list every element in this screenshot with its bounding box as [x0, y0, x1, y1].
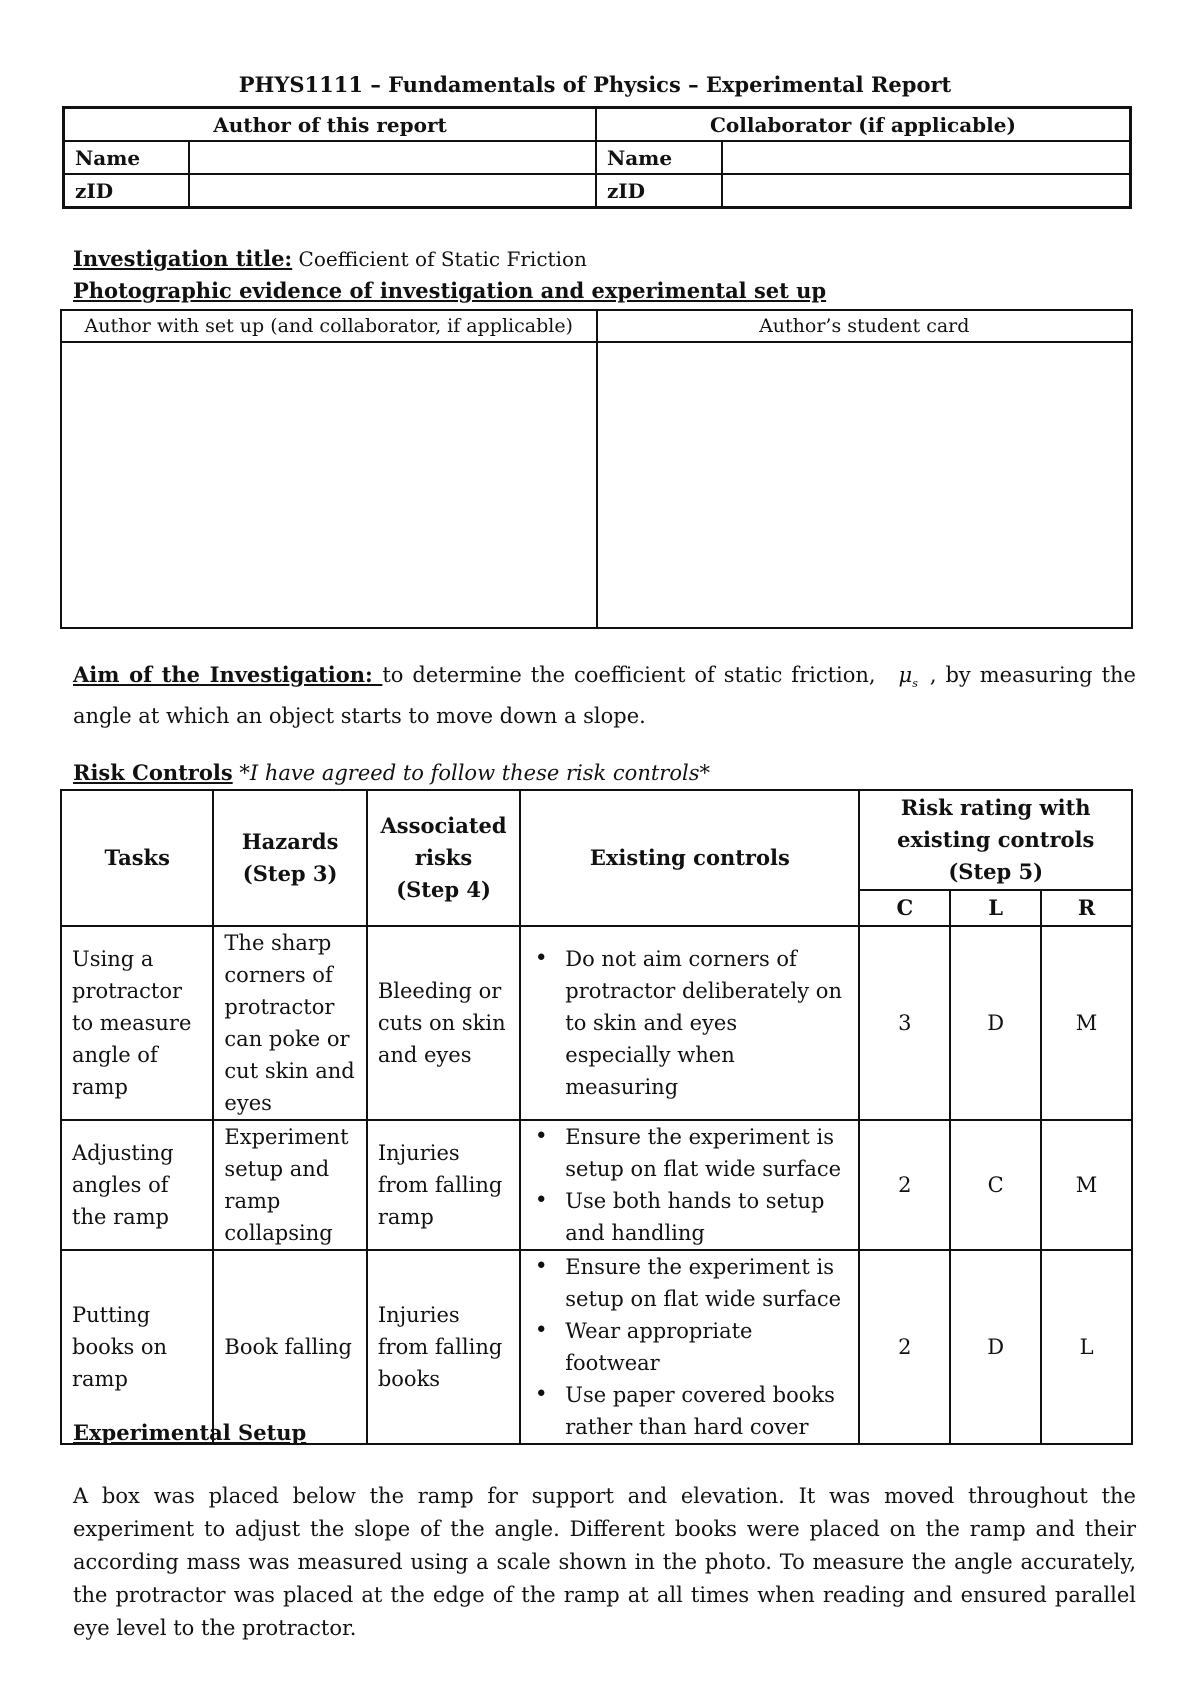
task-cell: Putting books on ramp	[61, 1250, 213, 1444]
setup-paragraph: A box was placed below the ramp for support and elevation. It was moved throughout the experiment to adjust the slope of the angle. Different books were placed on the ramp and their according mass was measured using a scale shown in the photo. To measure the angle accurately, the protractor was placed at the edge of the ramp at all times when reading and ensured parallel eye level to the protractor.	[73, 1484, 1136, 1640]
table-row	[61, 1250, 1132, 1444]
controls-cell	[520, 1250, 859, 1444]
list-item: • Do not aim corners of protractor deliberately on to skin and eyes especially when measuring	[565, 943, 848, 1103]
list-item: • Ensure the experiment is setup on flat wide surface	[565, 1121, 848, 1185]
investigation-title-label: Investigation title:	[73, 246, 293, 271]
author-header: Author of this report	[64, 108, 596, 142]
likelihood-cell: D	[950, 1250, 1041, 1444]
photo-heading: Photographic evidence of investigation and experimental set up	[73, 278, 827, 303]
risk-cell: Injuries from falling ramp	[367, 1120, 520, 1250]
list-item: • Ensure the experiment is setup on flat wide surface	[565, 1251, 848, 1315]
controls-cell	[520, 1120, 859, 1250]
risk-controls-heading-line	[73, 756, 1136, 790]
aim-paragraph	[73, 658, 1136, 733]
collaborator-name-field[interactable]	[722, 141, 1131, 174]
table-row	[61, 926, 1132, 1120]
risk-cell: Injuries from falling books	[367, 1250, 520, 1444]
consequence-cell: 3	[859, 926, 950, 1120]
author-zid-label: zID	[64, 174, 190, 208]
collaborator-header: Collaborator (if applicable)	[596, 108, 1131, 142]
controls-header: Existing controls	[520, 790, 859, 926]
table-row	[61, 1120, 1132, 1250]
author-table	[62, 106, 1132, 209]
risk-controls-label: Risk Controls	[73, 760, 233, 785]
consequence-cell: 2	[859, 1250, 950, 1444]
photo-col-card-header: Author’s student card	[597, 310, 1133, 342]
likelihood-cell: D	[950, 926, 1041, 1120]
setup-heading: Experimental Setup	[73, 1420, 307, 1445]
tasks-header: Tasks	[61, 790, 213, 926]
hazard-cell: The sharp corners of protractor can poke or cut skin and eyes	[213, 926, 366, 1120]
setup-heading-line	[73, 1416, 1136, 1450]
author-name-field[interactable]	[189, 141, 595, 174]
document-title: PHYS1111 – Fundamentals of Physics – Experimental Report	[238, 72, 952, 97]
author-zid-field[interactable]	[189, 174, 595, 208]
photo-heading-line	[73, 278, 826, 303]
hazard-cell: Book falling	[213, 1250, 366, 1444]
list-item: • Use both hands to setup and handling	[565, 1185, 848, 1249]
consequence-cell: 2	[859, 1120, 950, 1250]
aim-label: Aim of the Investigation:	[73, 662, 383, 687]
risk-table	[60, 789, 1133, 1445]
student-card-photo-placeholder[interactable]	[597, 342, 1133, 628]
controls-cell	[520, 926, 859, 1120]
collaborator-name-label: Name	[596, 141, 722, 174]
risk-level-cell: M	[1041, 926, 1132, 1120]
mu-symbol: $\mu_s$	[898, 663, 918, 691]
risk-cell: Bleeding or cuts on skin and eyes	[367, 926, 520, 1120]
risk-level-header: R	[1041, 890, 1132, 926]
risk-level-cell: M	[1041, 1120, 1132, 1250]
list-item: • Use paper covered books rather than hard cover	[565, 1379, 848, 1443]
list-item: • Wear appropriate footwear	[565, 1315, 848, 1379]
risk-level-cell: L	[1041, 1250, 1132, 1444]
risk-controls-note: *I have agreed to follow these risk controls*	[232, 761, 710, 785]
investigation-title-value: Coefficient of Static Friction	[292, 247, 587, 271]
rating-header: Risk rating with existing controls (Step 5)	[859, 790, 1132, 890]
photo-col-setup-header: Author with set up (and collaborator, if applicable)	[61, 310, 597, 342]
aim-text-after: , by measuring the angle at which an object starts to move down a slope.	[73, 663, 1136, 729]
hazard-cell: Experiment setup and ramp collapsing	[213, 1120, 366, 1250]
collaborator-zid-label: zID	[596, 174, 722, 208]
setup-photo-placeholder[interactable]	[61, 342, 597, 628]
aim-text-before: to determine the coefficient of static friction,	[382, 663, 885, 687]
likelihood-cell: C	[950, 1120, 1041, 1250]
risks-header: Associated risks (Step 4)	[367, 790, 520, 926]
consequence-header: C	[859, 890, 950, 926]
task-cell: Using a protractor to measure angle of ramp	[61, 926, 213, 1120]
photo-evidence-table	[60, 309, 1133, 629]
collaborator-zid-field[interactable]	[722, 174, 1131, 208]
hazards-header: Hazards (Step 3)	[213, 790, 366, 926]
likelihood-header: L	[950, 890, 1041, 926]
author-name-label: Name	[64, 141, 190, 174]
investigation-title-line	[73, 246, 587, 271]
task-cell: Adjusting angles of the ramp	[61, 1120, 213, 1250]
